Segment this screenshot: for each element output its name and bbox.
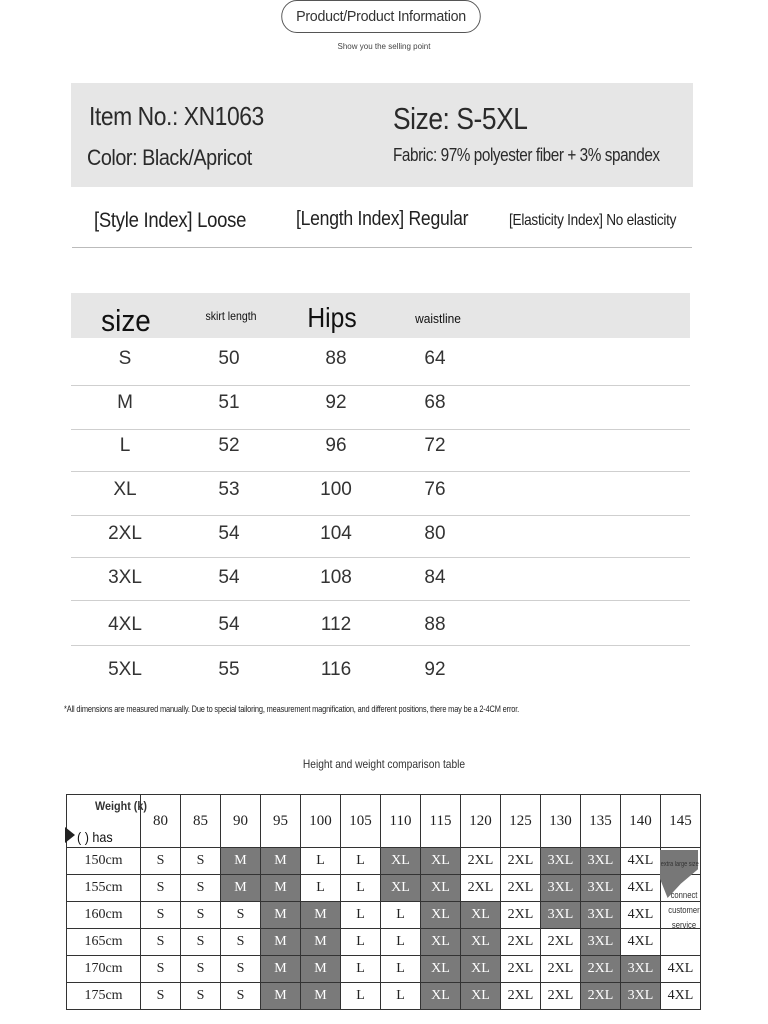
size-cell: XL (461, 983, 501, 1010)
size-cell: L (381, 902, 421, 929)
size-cell: S (221, 956, 261, 983)
height-cell: 150cm (67, 848, 141, 875)
cell-skirt-length: 54 (218, 614, 240, 635)
size-cell: M (261, 848, 301, 875)
cell-skirt-length: 51 (218, 392, 240, 413)
size-cell: L (341, 902, 381, 929)
cell-waistline: 76 (424, 479, 446, 500)
cell-size: L (119, 435, 131, 456)
size-range: Size: S-5XL (393, 101, 528, 136)
cell-hips: 104 (320, 523, 352, 544)
row-divider (71, 429, 690, 430)
size-cell: S (141, 902, 181, 929)
size-table-header (71, 293, 690, 338)
arrow-icon (65, 827, 75, 843)
cell-size: S (118, 348, 132, 369)
weight-header-cell: 125 (501, 795, 541, 848)
cell-skirt-length: 53 (218, 479, 240, 500)
weight-header-cell: 80 (141, 795, 181, 848)
size-cell: 2XL (501, 848, 541, 875)
cell-skirt-length: 52 (218, 435, 240, 456)
cell-size: 5XL (108, 659, 142, 680)
cell-waistline: 68 (424, 392, 446, 413)
size-cell: M (301, 902, 341, 929)
size-cell: M (261, 902, 301, 929)
size-cell: L (341, 929, 381, 956)
height-cell: 175cm (67, 983, 141, 1010)
cell-size: XL (113, 479, 137, 500)
size-cell: 3XL (541, 902, 581, 929)
cell-skirt-length: 55 (218, 659, 240, 680)
header-hips: Hips (307, 302, 357, 333)
cell-size: 2XL (108, 523, 142, 544)
size-cell: S (181, 875, 221, 902)
size-cell: XL (461, 902, 501, 929)
cell-skirt-length: 50 (218, 348, 240, 369)
size-cell: L (381, 929, 421, 956)
size-cell: 3XL (581, 848, 621, 875)
cell-hips: 108 (320, 567, 352, 588)
cell-waistline: 84 (424, 567, 446, 588)
size-cell: M (261, 929, 301, 956)
size-cell: 2XL (541, 983, 581, 1010)
size-cell: 3XL (581, 875, 621, 902)
size-cell: S (141, 848, 181, 875)
cell-hips: 112 (320, 614, 352, 635)
size-cell: 2XL (581, 983, 621, 1010)
size-cell: 4XL (621, 929, 661, 956)
size-cell: 2XL (501, 956, 541, 983)
cell-size: 3XL (108, 567, 142, 588)
size-cell: M (301, 956, 341, 983)
table-row (67, 902, 701, 929)
row-divider (71, 515, 690, 516)
row-divider (71, 600, 690, 601)
size-cell: L (341, 983, 381, 1010)
cell-waistline: 64 (424, 348, 446, 369)
size-cell: S (221, 929, 261, 956)
size-cell: M (301, 983, 341, 1010)
cell-size: 4XL (108, 614, 142, 635)
table-row (71, 435, 690, 472)
size-cell: 2XL (501, 902, 541, 929)
size-cell: XL (381, 875, 421, 902)
table-row (67, 848, 701, 875)
table-row (67, 875, 701, 902)
size-cell: XL (421, 875, 461, 902)
size-cell: S (221, 983, 261, 1010)
height-weight-table (66, 794, 701, 1010)
size-cell: S (181, 929, 221, 956)
size-cell: 2XL (461, 848, 501, 875)
hw-table-body (67, 795, 701, 1010)
weight-header-cell: 85 (181, 795, 221, 848)
size-cell: S (141, 875, 181, 902)
weight-header-cell: 135 (581, 795, 621, 848)
cell-hips: 116 (320, 659, 352, 680)
row-divider (71, 385, 690, 386)
section-title-pill: Product/Product Information (281, 0, 481, 33)
size-cell: 4XL (621, 848, 661, 875)
table-row (67, 929, 701, 956)
size-cell: XL (421, 929, 461, 956)
size-cell: M (261, 956, 301, 983)
size-cell: XL (381, 848, 421, 875)
size-cell: L (381, 983, 421, 1010)
row-divider (71, 645, 690, 646)
size-cell: 2XL (501, 983, 541, 1010)
size-cell: 4XL (621, 875, 661, 902)
size-cell: L (341, 956, 381, 983)
size-cell: XL (461, 956, 501, 983)
cell-waistline: 72 (424, 435, 446, 456)
table-row (71, 479, 690, 516)
size-cell: S (181, 983, 221, 1010)
size-cell: XL (421, 983, 461, 1010)
header-skirt-length: skirt length (205, 309, 257, 323)
size-cell: 3XL (581, 929, 621, 956)
size-cell: M (261, 983, 301, 1010)
header-size: size (101, 303, 151, 338)
cell-hips: 92 (325, 392, 347, 413)
size-cell: L (301, 875, 341, 902)
hw-table-title: Height and weight comparison table (302, 757, 466, 771)
row-divider (71, 557, 690, 558)
cell-size: M (117, 392, 133, 413)
weight-header-cell: 95 (261, 795, 301, 848)
size-cell: 2XL (461, 875, 501, 902)
size-cell: XL (421, 848, 461, 875)
size-cell: S (141, 929, 181, 956)
cell-skirt-length: 54 (218, 523, 240, 544)
weight-header-cell: 105 (341, 795, 381, 848)
weight-header-cell: 140 (621, 795, 661, 848)
weight-header-cell: 110 (381, 795, 421, 848)
table-row (71, 523, 690, 558)
size-cell: S (141, 956, 181, 983)
extra-large-size-note: extra large size (660, 861, 699, 868)
size-cell: 3XL (621, 956, 661, 983)
weight-header-cell: 120 (461, 795, 501, 848)
size-cell: L (341, 875, 381, 902)
size-cell: 2XL (501, 929, 541, 956)
size-cell: M (221, 848, 261, 875)
table-row (71, 659, 690, 689)
size-cell: 2XL (541, 929, 581, 956)
table-row (67, 983, 701, 1010)
corner-weight-label: Weight (k) (95, 799, 148, 813)
height-cell: 165cm (67, 929, 141, 956)
cell-hips: 96 (325, 435, 347, 456)
size-cell: XL (421, 902, 461, 929)
size-cell: S (221, 902, 261, 929)
style-index: [Style Index] Loose (94, 209, 247, 232)
height-cell: 170cm (67, 956, 141, 983)
weight-header-row (67, 795, 701, 848)
elasticity-index: [Elasticity Index] No elasticity (509, 212, 677, 229)
header-waistline: waistline (415, 311, 461, 326)
product-info-box (71, 83, 693, 187)
size-cell: 3XL (541, 848, 581, 875)
table-row (71, 348, 690, 386)
cell-waistline: 88 (424, 614, 446, 635)
size-cell: XL (421, 956, 461, 983)
size-cell: S (181, 956, 221, 983)
row-divider (71, 471, 690, 472)
weight-header-cell: 145 (661, 795, 701, 848)
item-number: Item No.: XN1063 (89, 101, 264, 131)
table-row (71, 567, 690, 601)
table-row (67, 956, 701, 983)
size-cell: M (221, 875, 261, 902)
size-cell: S (181, 902, 221, 929)
corner-height-label: ( ) has (77, 829, 113, 845)
fabric-info: Fabric: 97% polyester fiber + 3% spandex (393, 145, 660, 165)
color-info: Color: Black/Apricot (87, 145, 252, 170)
cell-skirt-length: 54 (218, 567, 240, 588)
length-index: [Length Index] Regular (296, 208, 469, 230)
cell-waistline: 80 (424, 523, 446, 544)
weight-header-cell: 115 (421, 795, 461, 848)
size-cell: 4XL (661, 983, 701, 1010)
size-cell: 3XL (581, 902, 621, 929)
divider (72, 247, 692, 248)
size-cell: M (261, 875, 301, 902)
measurement-note: *All dimensions are measured manually. Due to special tailoring, measurement magnification, and different positions, there may be a 2-4CM error. (64, 704, 520, 715)
cell-hips: 100 (320, 479, 352, 500)
size-cell: L (381, 956, 421, 983)
size-cell: L (301, 848, 341, 875)
size-cell: S (181, 848, 221, 875)
weight-header-cell: 130 (541, 795, 581, 848)
size-cell: 3XL (541, 875, 581, 902)
table-row (71, 614, 690, 646)
section-subtitle: Show you the selling point (337, 42, 431, 51)
corner-cell (67, 795, 148, 848)
size-cell: 2XL (541, 956, 581, 983)
size-cell: 4XL (661, 956, 701, 983)
connect-customer-service: connect customer service (668, 890, 700, 930)
size-cell: 4XL (621, 902, 661, 929)
size-cell: L (341, 848, 381, 875)
size-cell: 2XL (581, 956, 621, 983)
cell-hips: 88 (325, 348, 347, 369)
size-cell: 2XL (501, 875, 541, 902)
weight-header-cell: 100 (301, 795, 341, 848)
cell-waistline: 92 (424, 659, 446, 680)
size-cell: XL (461, 929, 501, 956)
table-row (71, 392, 690, 430)
size-cell: S (141, 983, 181, 1010)
size-cell: 3XL (621, 983, 661, 1010)
height-cell: 155cm (67, 875, 141, 902)
weight-header-cell: 90 (221, 795, 261, 848)
height-cell: 160cm (67, 902, 141, 929)
size-cell: M (301, 929, 341, 956)
